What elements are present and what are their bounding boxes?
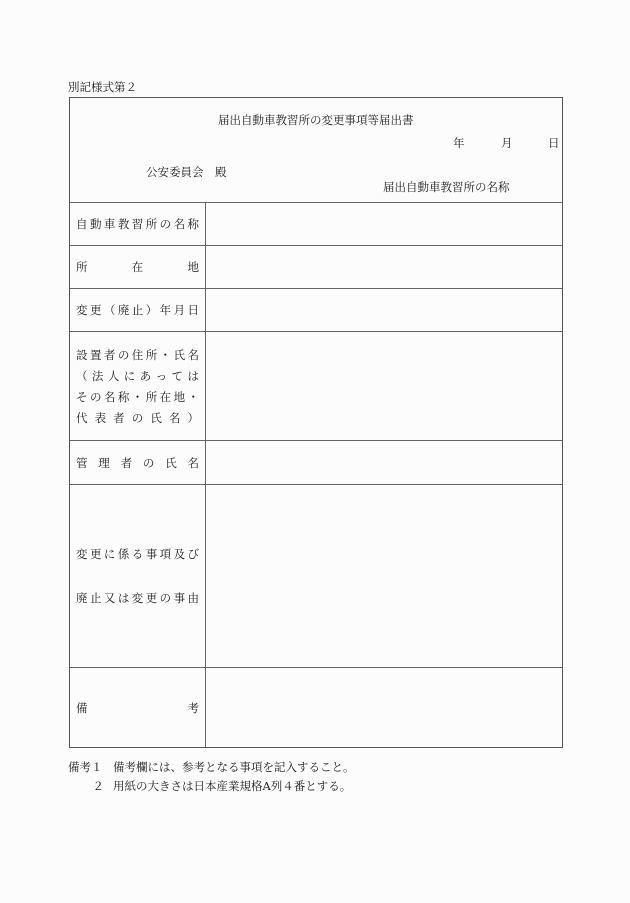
date-year-label: 年 [453,136,465,150]
change-details-field[interactable] [206,485,562,667]
label-school-name [76,203,199,245]
label-line: 変 更 に 係 る 事 項 及 び [76,547,199,561]
date-month-label: 月 [501,136,513,150]
label-line: 管 理 者 の 氏 名 [76,455,199,470]
school-name-field[interactable] [206,203,562,245]
footnote-item [68,758,355,777]
label-line: 備 考 [76,701,199,715]
label-line: そ の 名 称 ・ 所 在 地 ・ [76,389,199,404]
footnote-number: ２ [92,779,104,793]
label-line: 変 更 （ 廃 止 ） 年 月 日 [76,303,199,317]
form-number-label: 別記様式第２ [68,80,137,94]
footnote-number: 備考１ [68,760,103,774]
label-remarks [76,668,199,748]
label-line: 設 置 者 の 住 所 ・ 氏 名 [76,347,199,362]
notification-form-table [69,97,563,748]
label-line: 廃 止 又 は 変 更 の 事 由 [76,591,199,605]
label-line: （ 法 人 に あ っ て は [76,368,199,383]
label-change-details [76,485,199,667]
manager-field[interactable] [206,441,562,484]
submitter-school-name-label: 届出自動車教習所の名称 [383,180,510,194]
footnotes [68,758,355,796]
addressee-committee: 公安委員会 [146,165,204,179]
label-founder [76,332,199,440]
label-location [76,246,199,288]
remarks-field[interactable] [206,668,562,748]
founder-field[interactable] [206,332,562,440]
label-manager [76,441,199,484]
date-day-label: 日 [548,136,560,150]
location-field[interactable] [206,246,562,288]
label-line: 所 在 地 [76,260,199,274]
footnote-text: 用紙の大きさは日本産業規格A列４番とする。 [113,779,352,793]
label-change-date [76,289,199,331]
footnote-text: 備考欄には、参考となる事項を記入すること。 [113,760,355,774]
change-date-field[interactable] [206,289,562,331]
addressee-honorific: 殿 [215,165,227,179]
label-line: 代 表 者 の 氏 名 ） [76,410,199,425]
footnote-item [68,777,355,796]
label-line: 自 動 車 教 習 所 の 名 称 [76,217,199,231]
form-title: 届出自動車教習所の変更事項等届出書 [218,113,414,127]
